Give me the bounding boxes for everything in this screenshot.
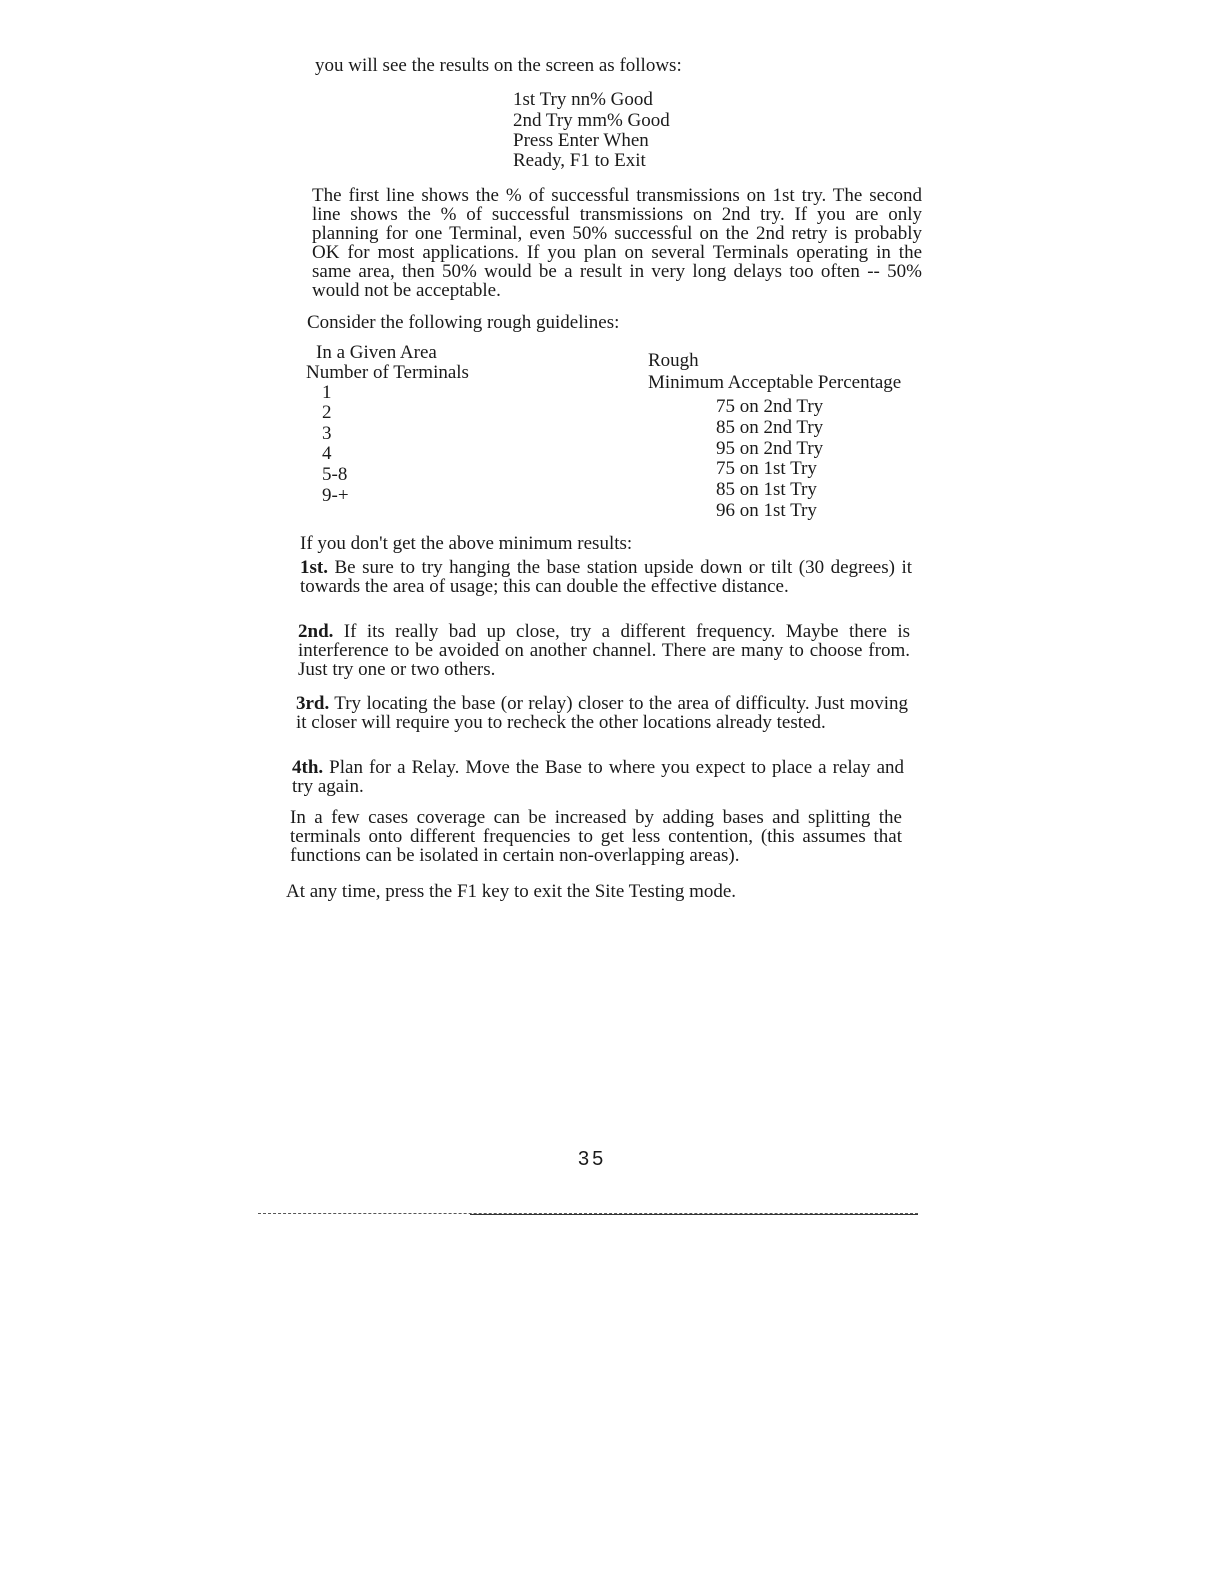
screen-line-1: 1st Try nn% Good — [513, 89, 653, 110]
table-row-terminals: 9-+ — [322, 485, 349, 506]
consider-guidelines-text: Consider the following rough guidelines: — [307, 312, 620, 333]
step-4th — [292, 758, 904, 796]
table-row-percentage: 75 on 2nd Try — [716, 396, 824, 417]
table-row-terminals: 1 — [322, 382, 332, 403]
paragraph-results-explanation: The first line shows the % of successful transmissions on 1st try. The second line shows the % of successful transmissions on 2nd try. If you are only planning for one Terminal, even 50% successful on the 2nd retry is probably OK for most applications. If you plan on several Terminals operating in the same area, then 50% would be a result in very long delays too often -- 50% would not be acceptable. — [312, 185, 922, 301]
footer-rule-solid — [470, 1214, 918, 1215]
table-row-terminals: 4 — [322, 443, 332, 464]
step-text: Try locating the base (or relay) closer to the area of difficulty. Just moving it closer will require you to recheck the other locations already tested. — [296, 693, 908, 733]
table-row-percentage: 75 on 1st Try — [716, 458, 817, 479]
table-left-header-line2: Number of Terminals — [306, 362, 469, 383]
step-1st — [300, 558, 912, 596]
step-label: 1st. — [300, 557, 328, 578]
step-text: Plan for a Relay. Move the Base to where you expect to place a relay and try again. — [292, 757, 905, 797]
table-row-terminals: 2 — [322, 402, 332, 423]
table-row-terminals: 5-8 — [322, 464, 348, 485]
screen-line-2: 2nd Try mm% Good — [513, 110, 670, 131]
step-2nd — [298, 622, 910, 679]
screen-line-4: Ready, F1 to Exit — [513, 150, 646, 171]
step-label: 4th. — [292, 757, 324, 778]
paragraph-few-cases: In a few cases coverage can be increased by adding bases and splitting the terminals onto different frequencies to get less contention, (this assumes that functions can be isolated in certain non-overlapping areas). — [290, 807, 902, 866]
step-label: 3rd. — [296, 693, 330, 714]
exit-note-text: At any time, press the F1 key to exit the Site Testing mode. — [286, 881, 737, 902]
step-3rd — [296, 694, 908, 732]
page-number: 35 — [578, 1148, 607, 1170]
screen-line-3: Press Enter When — [513, 130, 649, 151]
intro-text: you will see the results on the screen as follows: — [315, 55, 682, 76]
table-row-percentage: 85 on 1st Try — [716, 479, 817, 500]
table-right-header-line1: Rough — [648, 350, 699, 371]
table-right-header-line2: Minimum Acceptable Percentage — [648, 372, 902, 393]
table-row-percentage: 96 on 1st Try — [716, 500, 817, 521]
table-row-percentage: 85 on 2nd Try — [716, 417, 824, 438]
step-label: 2nd. — [298, 621, 334, 642]
step-text: Be sure to try hanging the base station upside down or tilt (30 degrees) it towards the area of usage; this can double the effective distance. — [300, 557, 913, 597]
table-left-header-line1: In a Given Area — [316, 342, 437, 363]
table-row-percentage: 95 on 2nd Try — [716, 438, 824, 459]
table-row-terminals: 3 — [322, 423, 332, 444]
if-not-minimum-text: If you don't get the above minimum results: — [300, 533, 633, 554]
step-text: If its really bad up close, try a different frequency. Maybe there is interference to be avoided on another channel. There are many to choose from. Just try one or two others. — [298, 621, 910, 680]
